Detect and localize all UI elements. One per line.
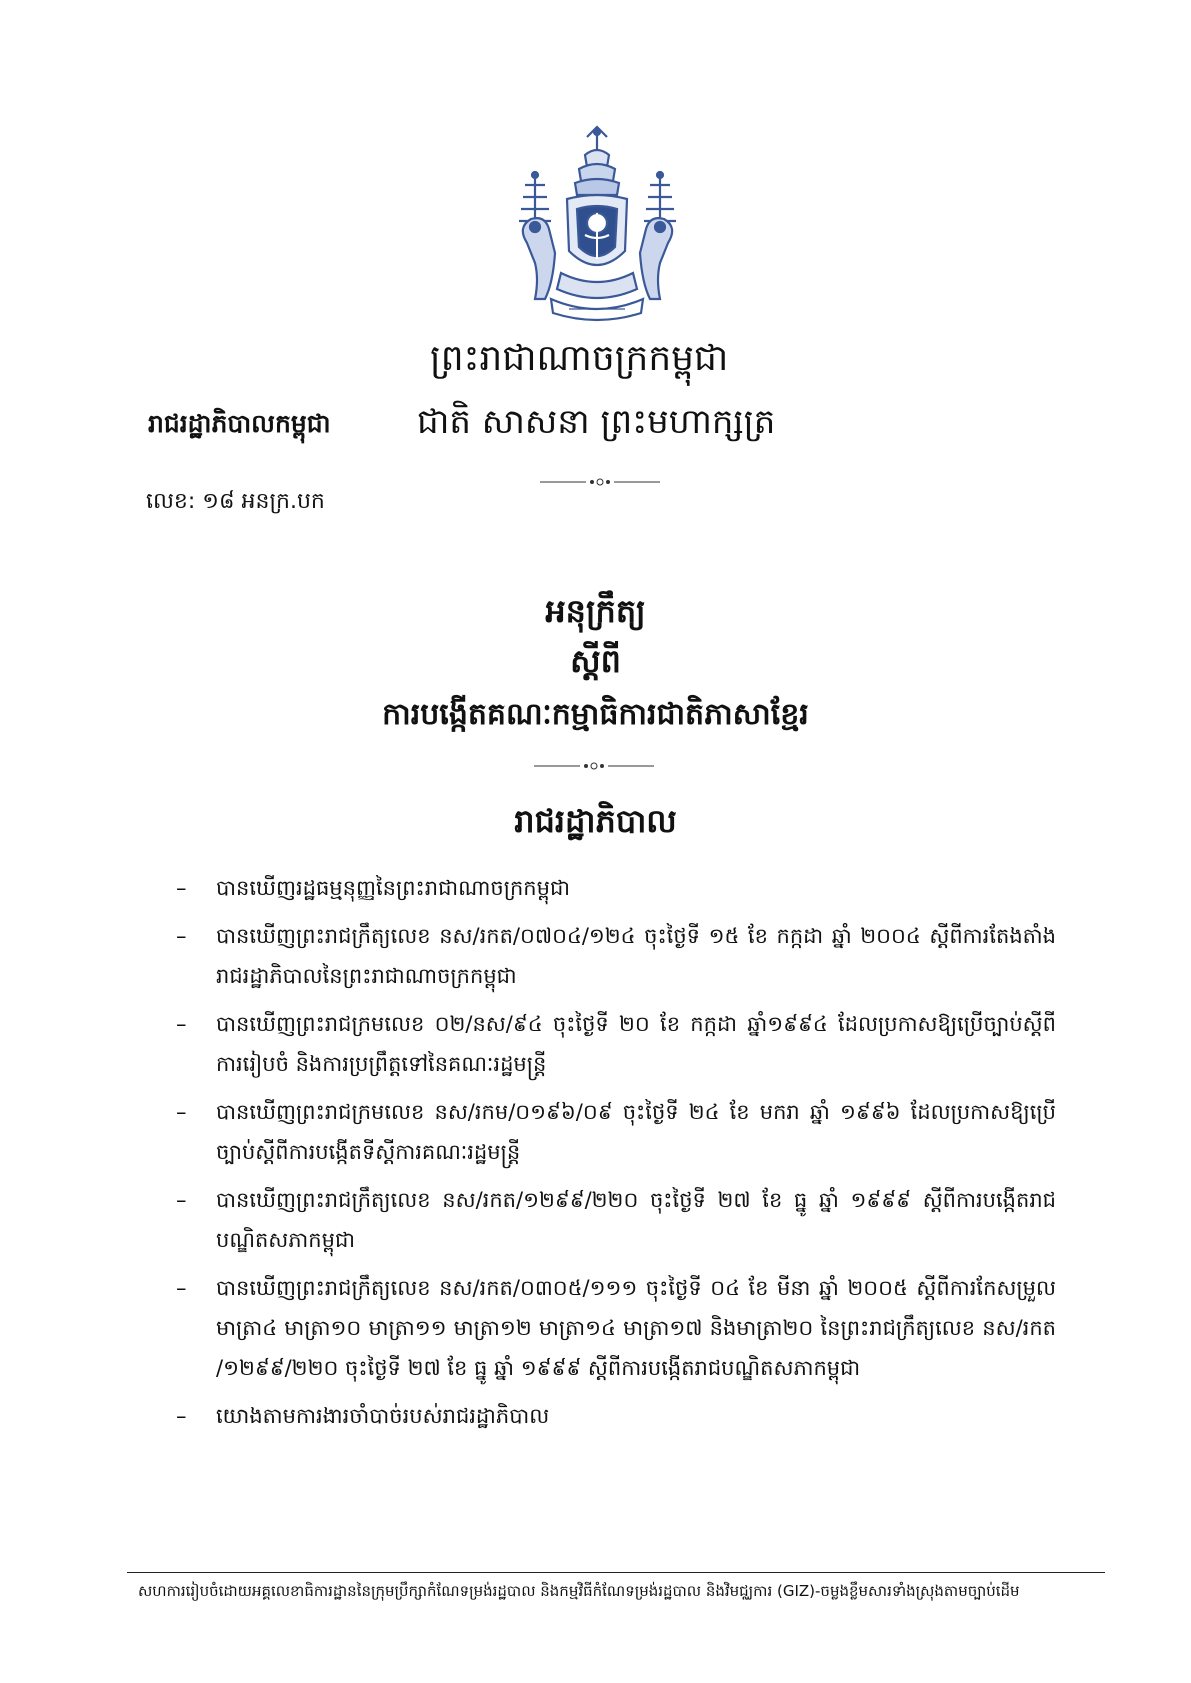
preamble-item-text: យោងតាមការងារចាំបាច់របស់រាជរដ្ឋាភិបាល <box>216 1404 550 1428</box>
preamble-item-text: បានឃើញព្រះរាជក្រមលេខ នស/រកម/០១៩៦/០៩ ចុះថ្ងៃទី ២៤ ខែ មករា ឆ្នាំ ១៩៩៦ ដែលប្រកាសឱ្យប្រើច្បាប់ស្តីពីការបង្កើតទីស្តីការគណៈរដ្ឋមន្ត្រី <box>216 1100 1056 1164</box>
preamble-item <box>176 1268 1056 1388</box>
preamble-item-text: បានឃើញព្រះរាជក្រឹត្យលេខ នស/រកត/០៣០៥/១១១ ចុះថ្ងៃទី ០៤ ខែ មីនា ឆ្នាំ ២០០៥ ស្តីពីការកែសម្រួលមាត្រា៤ មាត្រា១០ មាត្រា១១ មាត្រា១២ មាត្រា១៤ មាត្រា១៧ និងមាត្រា២០ នៃព្រះរាជក្រឹត្យលេខ នស/រកត /១២៩៩/២២០ ចុះថ្ងៃទី ២៧ ខែ ធ្នូ ឆ្នាំ ១៩៩៩ ស្តីពីការបង្កើតរាជបណ្ឌិតសភាកម្ពុជា <box>216 1276 1056 1380</box>
document-subject: ការបង្កើតគណៈកម្មាធិការជាតិភាសាខ្មែរ <box>382 697 809 732</box>
list-dash: – <box>176 1404 187 1428</box>
list-dash: – <box>176 924 187 948</box>
list-dash: – <box>176 1012 187 1036</box>
preamble-item <box>176 868 1056 908</box>
preamble-item <box>176 1092 1056 1172</box>
footer-note: សហការរៀបចំដោយអគ្គលេខាធិការដ្ឋាននៃក្រុមប្រឹក្សាកំណែទម្រង់រដ្ឋបាល និងកម្មវិធីកំណែទម្រង់រដ្ឋបាល និងវិមជ្ឈការ (GIZ)-ចម្លងខ្លឹមសារទាំងស្រុងតាមច្បាប់ដើម <box>138 1582 1020 1600</box>
preamble-item <box>176 1004 1056 1084</box>
list-dash: – <box>176 1276 187 1300</box>
preamble-item-text: បានឃើញព្រះរាជក្រឹត្យលេខ នស/រកត/០៧០៤/១២៤ ចុះថ្ងៃទី ១៥ ខែ កក្កដា ឆ្នាំ ២០០៤ ស្តីពីការតែងតាំងរាជរដ្ឋាភិបាលនៃព្រះរាជាណាចក្រកម្ពុជា <box>216 924 1056 988</box>
document-type-title: អនុក្រឹត្យ <box>545 592 646 630</box>
kingdom-title: ព្រះរាជាណាចក្រកម្ពុជា <box>430 338 729 379</box>
preamble-item <box>176 1396 1056 1436</box>
list-dash: – <box>176 1100 187 1124</box>
preamble-item <box>176 916 1056 996</box>
list-dash: – <box>176 876 187 900</box>
decorative-divider-icon <box>540 478 660 486</box>
preamble-list <box>176 868 1056 1444</box>
issuer-heading: រាជរដ្ឋាភិបាល <box>514 802 677 840</box>
title-about: ស្តីពី <box>570 642 621 680</box>
document-number: លេខ: ១៨ អនក្រ.បក <box>146 489 325 514</box>
list-dash: – <box>176 1188 187 1212</box>
national-motto: ជាតិ សាសនា ព្រះមហាក្សត្រ <box>417 402 776 442</box>
preamble-item-text: បានឃើញព្រះរាជក្រឹត្យលេខ នស/រកត/១២៩៩/២២០ ចុះថ្ងៃទី ២៧ ខែ ធ្នូ ឆ្នាំ ១៩៩៩ ស្តីពីការបង្កើតរាជបណ្ឌិតសភាកម្ពុជា <box>216 1188 1056 1252</box>
footer-divider <box>127 1572 1105 1573</box>
royal-coat-of-arms-icon <box>505 123 690 323</box>
preamble-item-text: បានឃើញរដ្ឋធម្មនុញ្ញនៃព្រះរាជាណាចក្រកម្ពុជា <box>216 876 570 900</box>
preamble-item <box>176 1180 1056 1260</box>
government-label: រាជរដ្ឋាភិបាលកម្ពុជា <box>148 409 331 438</box>
preamble-item-text: បានឃើញព្រះរាជក្រមលេខ ០២/នស/៩៤ ចុះថ្ងៃទី ២០ ខែ កក្កដា ឆ្នាំ១៩៩៤ ដែលប្រកាសឱ្យប្រើច្បាប់ស្តីពីការរៀបចំ និងការប្រព្រឹត្តទៅនៃគណៈរដ្ឋមន្ត្រី <box>216 1012 1056 1076</box>
decorative-divider-icon <box>534 762 654 770</box>
